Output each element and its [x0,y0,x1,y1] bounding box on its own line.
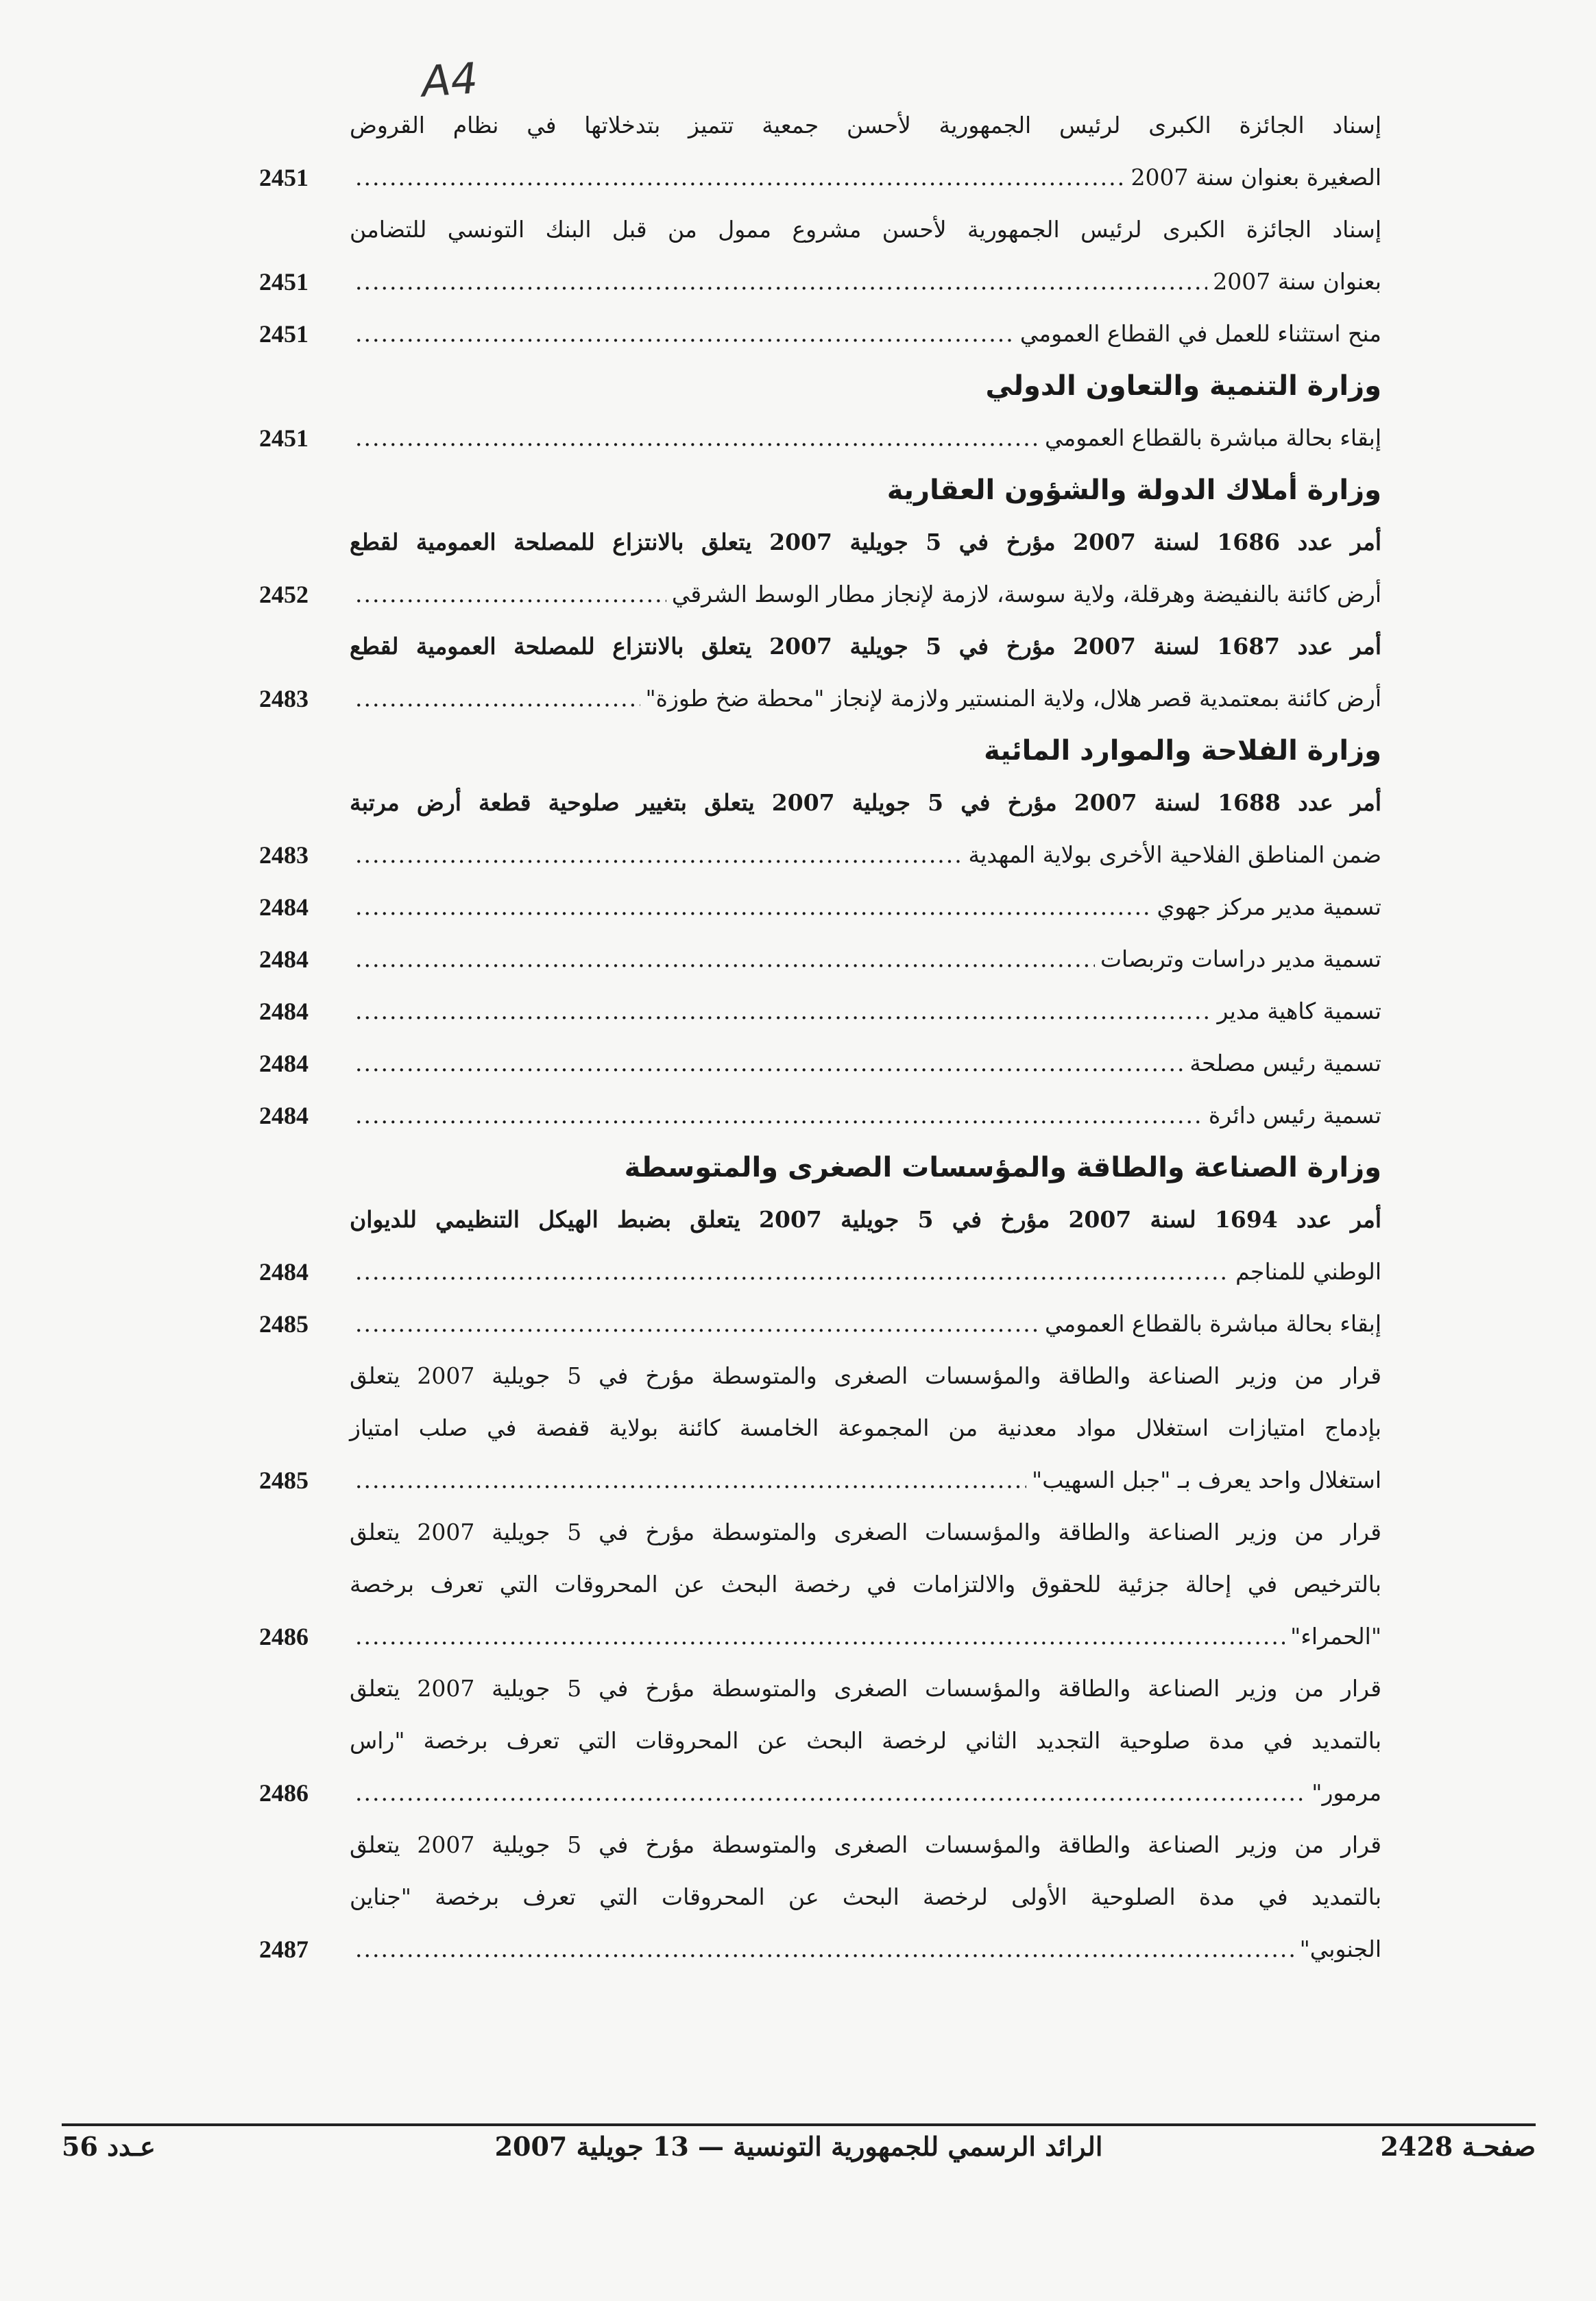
toc-entry-final-line [206,933,1381,985]
handwritten-annotation: A4 [420,53,480,107]
toc-entry-text: تسمية مدير مركز جهوي [1157,893,1381,920]
toc-entry-text: تسمية كاهية مدير [1217,998,1381,1024]
toc-entry-line [206,1663,1381,1715]
toc-entry [206,516,1381,621]
toc-entry-line [206,1402,1381,1454]
toc-page-number: 2483 [259,841,309,869]
toc-entry-text: بإدماج امتيازات استغلال مواد معدنية من المجموعة الخامسة كائنة بولاية قفصة في صلب امتياز [350,1414,1381,1441]
dot-leader [355,933,1095,985]
dot-leader [355,985,1211,1037]
toc-entry [206,1194,1381,1298]
toc-entry [206,1506,1381,1663]
toc-entry-text: مرمور" [1311,1779,1381,1806]
section-heading: وزارة الصناعة والطاقة والمؤسسات الصغرى والمتوسطة [624,1152,1381,1183]
toc-entry-final-line [206,1089,1381,1142]
toc-entry-line [206,621,1381,673]
table-of-contents [206,99,1381,1975]
toc-entry-line [206,1558,1381,1611]
dot-leader [355,1611,1285,1663]
toc-entry-final-line [206,1037,1381,1089]
toc-entry [206,1037,1381,1089]
toc-page-number: 2483 [259,685,309,712]
toc-entry-text: منح استثناء للعمل في القطاع العمومي [1019,320,1381,347]
toc-entry-final-line [206,308,1381,360]
toc-entry-text: قرار من وزير الصناعة والطاقة والمؤسسات الصغرى والمتوسطة مؤرخ في 5 جويلية 2007 يتعلق [350,1519,1382,1545]
dot-leader [355,256,1207,308]
toc-page-number: 2484 [259,998,309,1025]
toc-page-number: 2484 [259,945,309,973]
toc-entry-final-line [206,829,1381,881]
toc-entry-final-line [206,1454,1381,1506]
toc-page-number: 2485 [259,1310,309,1338]
dot-leader [355,412,1039,464]
toc-entry-final-line [206,1767,1381,1819]
dot-leader [355,1089,1203,1142]
toc-entry-line [206,1194,1381,1246]
page-number: صفحـة 2428 [1380,2131,1536,2162]
toc-entry-text: الجنوبي" [1299,1936,1381,1962]
toc-entry-text: تسمية رئيس دائرة [1208,1102,1381,1129]
toc-page-number: 2451 [259,424,309,452]
toc-entry-line [206,1715,1381,1767]
toc-entry-text: أمر عدد 1686 لسنة 2007 مؤرخ في 5 جويلية 2007 يتعلق بالانتزاع للمصلحة العمومية لقطع [350,529,1381,555]
toc-page-number: 2484 [259,1050,309,1077]
toc-entry-final-line [206,412,1381,464]
toc-entry-final-line [206,568,1381,621]
toc-entry-final-line [206,152,1381,204]
toc-entry-text: ضمن المناطق الفلاحية الأخرى بولاية المهدية [968,841,1381,868]
toc-page-number: 2485 [259,1467,309,1494]
toc-page-number: 2451 [259,320,309,348]
toc-entry-line [206,516,1381,568]
toc-entry [206,308,1381,360]
toc-entry-text: بعنوان سنة 2007 [1213,268,1381,295]
toc-page-number: 2487 [259,1936,309,1963]
section-heading: وزارة الفلاحة والموارد المائية [984,735,1381,767]
toc-entry [206,1089,1381,1142]
toc-entry-line [206,204,1381,256]
toc-page-number: 2484 [259,1102,309,1129]
dot-leader [355,152,1126,204]
toc-entry-text: أرض كائنة بمعتمدية قصر هلال، ولاية المنستير ولازمة لإنجاز "محطة ضخ طوزة" [645,685,1381,712]
toc-page-number: 2486 [259,1779,309,1807]
journal-title-date: الرائد الرسمي للجمهورية التونسية — 13 جويلية 2007 [494,2131,1103,2162]
toc-entry-text: الصغيرة بعنوان سنة 2007 [1130,164,1381,191]
dot-leader [355,568,666,621]
toc-page-number: 2484 [259,893,309,921]
toc-page-number: 2451 [259,164,309,191]
toc-entry-final-line [206,1611,1381,1663]
toc-entry-text: تسمية رئيس مصلحة [1189,1050,1381,1076]
dot-leader [355,673,640,725]
footer-rule [62,2123,1536,2126]
toc-entry-text: أمر عدد 1694 لسنة 2007 مؤرخ في 5 جويلية 2007 يتعلق بضبط الهيكل التنظيمي للديوان [350,1206,1381,1233]
toc-entry-text: إسناد الجائزة الكبرى لرئيس الجمهورية لأحسن جمعية تتميز بتدخلاتها في نظام القروض [350,112,1381,138]
toc-entry [206,881,1381,933]
dot-leader [355,881,1151,933]
dot-leader [355,1454,1026,1506]
toc-entry-line [206,1871,1381,1923]
toc-entry [206,412,1381,464]
dot-leader [355,1767,1306,1819]
toc-page-number: 2452 [259,581,309,608]
toc-entry [206,777,1381,881]
toc-entry [206,933,1381,985]
toc-entry-text: قرار من وزير الصناعة والطاقة والمؤسسات الصغرى والمتوسطة مؤرخ في 5 جويلية 2007 يتعلق [350,1362,1382,1389]
toc-entry-final-line [206,256,1381,308]
toc-entry-text: "الحمراء" [1290,1623,1381,1650]
toc-entry-text: قرار من وزير الصناعة والطاقة والمؤسسات الصغرى والمتوسطة مؤرخ في 5 جويلية 2007 يتعلق [350,1675,1382,1702]
toc-entry [206,1350,1381,1506]
toc-entry-text: إبقاء بحالة مباشرة بالقطاع العمومي [1045,424,1381,451]
toc-page-number: 2484 [259,1258,309,1286]
toc-entry-final-line [206,1298,1381,1350]
toc-entry-text: بالترخيص في إحالة جزئية للحقوق والالتزامات في رخصة البحث عن المحروقات التي تعرف برخصة [350,1571,1381,1598]
dot-leader [355,1298,1039,1350]
toc-page-number: 2486 [259,1623,309,1650]
toc-entry [206,1819,1381,1975]
section-heading: وزارة أملاك الدولة والشؤون العقارية [886,474,1381,506]
toc-entry-text: الوطني للمناجم [1235,1258,1381,1285]
toc-entry-text: إبقاء بحالة مباشرة بالقطاع العمومي [1045,1310,1381,1337]
dot-leader [355,1923,1294,1975]
toc-entry-final-line [206,881,1381,933]
toc-entry-final-line [206,673,1381,725]
toc-entry-text: أرض كائنة بالنفيضة وهرقلة، ولاية سوسة، لازمة لإنجاز مطار الوسط الشرقي [671,581,1381,607]
toc-entry-line [206,1819,1381,1871]
dot-leader [355,308,1015,360]
toc-entry-line [206,99,1381,152]
toc-entry [206,204,1381,308]
toc-entry-final-line [206,1246,1381,1298]
toc-entry-text: بالتمديد في مدة الصلوحية الأولى لرخصة البحث عن المحروقات التي تعرف برخصة "جناين [350,1883,1381,1910]
toc-entry-text: قرار من وزير الصناعة والطاقة والمؤسسات الصغرى والمتوسطة مؤرخ في 5 جويلية 2007 يتعلق [350,1831,1382,1858]
dot-leader [355,829,963,881]
dot-leader [355,1246,1230,1298]
toc-entry-text: تسمية مدير دراسات وتربصات [1100,945,1381,972]
toc-entry-text: إسناد الجائزة الكبرى لرئيس الجمهورية لأحسن مشروع ممول من قبل البنك التونسي للتضامن [350,216,1381,243]
toc-entry-line [206,1350,1381,1402]
toc-entry [206,985,1381,1037]
issue-number: عـدد 56 [62,2131,156,2162]
toc-entry-final-line [206,1923,1381,1975]
toc-entry [206,1663,1381,1819]
toc-entry-text: استغلال واحد يعرف بـ "جبل السهيب" [1032,1467,1381,1493]
dot-leader [355,1037,1184,1089]
toc-entry-text: بالتمديد في مدة صلوحية التجديد الثاني لرخصة البحث عن المحروقات التي تعرف برخصة "راس [350,1727,1381,1754]
toc-entry-text: أمر عدد 1688 لسنة 2007 مؤرخ في 5 جويلية 2007 يتعلق بتغيير صلوحية قطعة أرض مرتبة [350,789,1381,816]
toc-page-number: 2451 [259,268,309,296]
toc-entry-final-line [206,985,1381,1037]
page-footer [62,2131,1536,2179]
section-heading: وزارة التنمية والتعاون الدولي [985,370,1381,402]
toc-entry-text: أمر عدد 1687 لسنة 2007 مؤرخ في 5 جويلية 2007 يتعلق بالانتزاع للمصلحة العمومية لقطع [350,633,1381,660]
toc-entry [206,1298,1381,1350]
toc-entry [206,621,1381,725]
toc-entry [206,99,1381,204]
toc-entry-line [206,777,1381,829]
toc-entry-line [206,1506,1381,1558]
